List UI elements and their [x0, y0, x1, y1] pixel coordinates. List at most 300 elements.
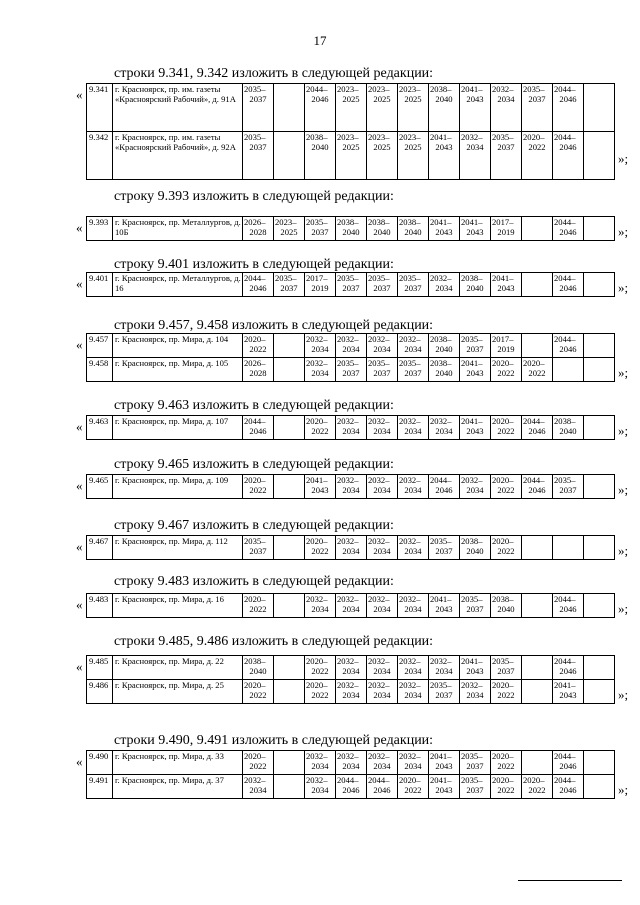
period-cell	[274, 217, 305, 241]
period-year-end: 2043	[435, 604, 453, 615]
period-year-start: 2032–	[399, 475, 421, 485]
period-cell	[460, 656, 491, 680]
period-year-start: 2017–	[492, 334, 514, 344]
period-year-end: 2037	[404, 368, 422, 379]
period-year-start: 2032–	[306, 775, 328, 785]
period-year-start: 2017–	[492, 217, 514, 227]
period-year-start: 2044–	[554, 656, 576, 666]
period-cell	[336, 656, 367, 680]
period-year-end: 2034	[435, 426, 453, 437]
period-cell	[305, 132, 336, 180]
period-year-start: 2041–	[461, 656, 483, 666]
address-cell: г. Красноярск, пр. Мира, д. 109	[113, 475, 243, 499]
period-year-start: 2020–	[492, 475, 514, 485]
period-year-end: 2040	[497, 604, 515, 615]
period-year-end: 2022	[497, 785, 515, 796]
period-cell	[274, 273, 305, 297]
period-year-start: 2035–	[244, 84, 266, 94]
period-year-start: 2032–	[368, 416, 390, 426]
period-cell	[243, 217, 274, 241]
period-year-start: 2032–	[337, 751, 359, 761]
period-year-end: 2037	[559, 485, 577, 496]
address-cell: г. Красноярск, пр. Мира, д. 104	[113, 334, 243, 358]
period-year-start: 2020–	[523, 132, 545, 142]
period-year-end: 2040	[466, 546, 484, 557]
period-year-start: 2023–	[368, 132, 390, 142]
period-year-end: 2022	[497, 761, 515, 772]
period-cell	[274, 536, 305, 560]
close-quote: »;	[618, 543, 629, 558]
period-cell	[460, 84, 491, 132]
period-year-start: 2032–	[337, 475, 359, 485]
period-year-start: 2044–	[430, 475, 452, 485]
empty-cell	[584, 273, 615, 297]
period-cell	[336, 84, 367, 132]
schedule-table	[86, 272, 615, 297]
period-year-start: 2020–	[523, 775, 545, 785]
period-cell	[522, 132, 553, 180]
address-cell: г. Красноярск, пр. Мира, д. 16	[113, 594, 243, 618]
period-year-end: 2022	[311, 546, 329, 557]
period-cell	[460, 751, 491, 775]
close-quote: »;	[618, 151, 629, 166]
period-year-start: 2038–	[399, 217, 421, 227]
period-year-start: 2032–	[399, 751, 421, 761]
period-year-start: 2032–	[337, 680, 359, 690]
period-year-end: 2034	[435, 283, 453, 294]
period-year-start: 2032–	[399, 594, 421, 604]
period-cell	[243, 680, 274, 704]
row-number: 9.491	[87, 775, 113, 799]
period-year-end: 2034	[342, 604, 360, 615]
period-year-end: 2025	[404, 94, 422, 105]
period-year-end: 2025	[342, 94, 360, 105]
period-year-start: 2020–	[492, 536, 514, 546]
period-year-end: 2022	[497, 690, 515, 701]
period-cell	[336, 775, 367, 799]
period-year-end: 2043	[435, 785, 453, 796]
period-cell	[398, 416, 429, 440]
period-year-start: 2020–	[306, 536, 328, 546]
period-year-end: 2034	[311, 368, 329, 379]
row-number: 9.458	[87, 358, 113, 382]
period-year-end: 2037	[404, 283, 422, 294]
period-year-end: 2022	[497, 485, 515, 496]
empty-cell	[584, 775, 615, 799]
period-year-end: 2022	[249, 761, 267, 772]
schedule-table	[86, 750, 615, 799]
period-year-end: 2022	[404, 785, 422, 796]
period-year-start: 2041–	[430, 132, 452, 142]
period-year-start: 2032–	[306, 751, 328, 761]
period-cell	[274, 132, 305, 180]
period-year-start: 2041–	[430, 775, 452, 785]
period-cell	[336, 132, 367, 180]
period-year-start: 2020–	[306, 656, 328, 666]
period-year-end: 2022	[249, 344, 267, 355]
address-cell: г. Красноярск, пр. Мира, д. 112	[113, 536, 243, 560]
period-year-start: 2026–	[244, 217, 266, 227]
period-cell	[522, 273, 553, 297]
address-cell: г. Красноярск, пр. Мира, д. 22	[113, 656, 243, 680]
row-number: 9.393	[87, 217, 113, 241]
empty-cell	[584, 594, 615, 618]
period-cell	[491, 751, 522, 775]
period-year-end: 2040	[435, 368, 453, 379]
period-cell	[336, 358, 367, 382]
period-year-end: 2037	[311, 227, 329, 238]
period-year-start: 2044–	[554, 334, 576, 344]
period-year-end: 2022	[528, 368, 546, 379]
period-year-end: 2037	[466, 785, 484, 796]
period-year-end: 2034	[404, 604, 422, 615]
open-quote: «	[76, 87, 83, 102]
period-cell	[429, 273, 460, 297]
period-year-start: 2032–	[430, 656, 452, 666]
schedule-table	[86, 655, 615, 704]
period-year-start: 2035–	[461, 334, 483, 344]
period-year-start: 2035–	[368, 358, 390, 368]
period-cell	[553, 751, 584, 775]
period-year-end: 2037	[497, 142, 515, 153]
period-year-end: 2046	[249, 283, 267, 294]
period-year-start: 2041–	[461, 217, 483, 227]
address-cell: г. Красноярск, пр. им. газеты «Красноярский Рабочий», д. 92А	[113, 132, 243, 180]
period-year-end: 2046	[559, 785, 577, 796]
address-cell: г. Красноярск, пр. Металлургов, д. 10Б	[113, 217, 243, 241]
period-year-start: 2023–	[337, 84, 359, 94]
period-cell	[553, 475, 584, 499]
period-year-end: 2040	[249, 666, 267, 677]
period-year-end: 2034	[342, 690, 360, 701]
period-year-start: 2017–	[306, 273, 328, 283]
period-cell	[274, 358, 305, 382]
period-year-end: 2046	[249, 426, 267, 437]
period-year-start: 2020–	[492, 775, 514, 785]
period-year-start: 2044–	[306, 84, 328, 94]
period-cell	[491, 594, 522, 618]
period-year-end: 2043	[435, 761, 453, 772]
period-year-end: 2022	[249, 485, 267, 496]
row-number: 9.465	[87, 475, 113, 499]
period-year-start: 2032–	[306, 594, 328, 604]
empty-cell	[584, 751, 615, 775]
period-year-start: 2041–	[430, 594, 452, 604]
period-cell	[398, 656, 429, 680]
period-cell	[274, 751, 305, 775]
row-number: 9.457	[87, 334, 113, 358]
period-cell	[460, 594, 491, 618]
period-year-end: 2022	[311, 690, 329, 701]
address-cell: г. Красноярск, пр. Мира, д. 105	[113, 358, 243, 382]
period-cell	[336, 416, 367, 440]
period-year-end: 2022	[311, 426, 329, 437]
period-cell	[274, 84, 305, 132]
close-quote: »;	[618, 782, 629, 797]
period-year-end: 2034	[311, 344, 329, 355]
period-cell	[522, 656, 553, 680]
table-row	[87, 475, 615, 499]
period-year-start: 2035–	[430, 536, 452, 546]
period-cell	[491, 536, 522, 560]
schedule-table	[86, 474, 615, 499]
table-row	[87, 132, 615, 180]
period-year-start: 2035–	[492, 132, 514, 142]
open-quote: «	[76, 337, 83, 352]
period-cell	[367, 84, 398, 132]
period-cell	[553, 416, 584, 440]
period-year-start: 2038–	[306, 132, 328, 142]
period-cell	[274, 775, 305, 799]
open-quote: «	[76, 276, 83, 291]
period-cell	[243, 132, 274, 180]
period-year-end: 2034	[311, 761, 329, 772]
period-cell	[274, 656, 305, 680]
address-cell: г. Красноярск, пр. Мира, д. 25	[113, 680, 243, 704]
period-cell	[460, 132, 491, 180]
period-cell	[336, 594, 367, 618]
period-year-end: 2037	[249, 142, 267, 153]
period-cell	[522, 217, 553, 241]
period-year-start: 2032–	[492, 84, 514, 94]
period-year-start: 2035–	[275, 273, 297, 283]
period-year-end: 2022	[311, 666, 329, 677]
period-year-end: 2034	[373, 344, 391, 355]
page-number: 17	[313, 33, 327, 48]
period-cell	[367, 775, 398, 799]
period-year-end: 2034	[373, 546, 391, 557]
period-year-start: 2038–	[492, 594, 514, 604]
period-cell	[491, 358, 522, 382]
period-year-end: 2040	[311, 142, 329, 153]
period-cell	[398, 594, 429, 618]
period-cell	[491, 273, 522, 297]
period-year-end: 2043	[466, 227, 484, 238]
period-year-start: 2035–	[554, 475, 576, 485]
period-year-end: 2037	[435, 690, 453, 701]
open-quote: «	[76, 754, 83, 769]
period-year-end: 2043	[497, 283, 515, 294]
period-cell	[429, 656, 460, 680]
period-cell	[398, 680, 429, 704]
period-year-end: 2043	[466, 426, 484, 437]
period-year-start: 2044–	[523, 475, 545, 485]
close-quote: »;	[618, 224, 629, 239]
period-cell	[243, 273, 274, 297]
period-cell	[243, 751, 274, 775]
block-heading: строку 9.393 изложить в следующей редакции:	[114, 189, 394, 204]
open-quote: «	[76, 220, 83, 235]
period-year-end: 2034	[311, 785, 329, 796]
period-year-end: 2040	[466, 283, 484, 294]
period-year-end: 2019	[497, 344, 515, 355]
period-cell	[305, 775, 336, 799]
period-cell	[336, 273, 367, 297]
period-year-end: 2034	[373, 690, 391, 701]
period-cell	[305, 656, 336, 680]
schedule-table	[86, 535, 615, 560]
period-year-start: 2038–	[461, 273, 483, 283]
period-cell	[336, 536, 367, 560]
period-cell	[367, 273, 398, 297]
empty-cell	[584, 84, 615, 132]
period-cell	[367, 475, 398, 499]
table-row	[87, 536, 615, 560]
period-year-start: 2041–	[461, 358, 483, 368]
period-year-end: 2025	[373, 142, 391, 153]
period-cell	[398, 273, 429, 297]
period-year-end: 2043	[466, 666, 484, 677]
period-cell	[336, 751, 367, 775]
period-year-start: 2020–	[492, 751, 514, 761]
period-year-start: 2032–	[337, 594, 359, 604]
period-year-start: 2044–	[554, 217, 576, 227]
empty-cell	[584, 475, 615, 499]
period-cell	[553, 132, 584, 180]
period-year-start: 2032–	[337, 334, 359, 344]
period-cell	[429, 84, 460, 132]
period-year-end: 2034	[249, 785, 267, 796]
period-year-start: 2044–	[337, 775, 359, 785]
empty-cell	[584, 416, 615, 440]
period-cell	[429, 536, 460, 560]
period-year-start: 2032–	[368, 536, 390, 546]
row-number: 9.463	[87, 416, 113, 440]
period-cell	[429, 416, 460, 440]
period-year-end: 2034	[342, 344, 360, 355]
period-year-start: 2044–	[244, 416, 266, 426]
period-cell	[429, 334, 460, 358]
period-cell	[243, 358, 274, 382]
period-cell	[460, 358, 491, 382]
block-heading: строки 9.485, 9.486 изложить в следующей редакции:	[114, 634, 434, 649]
period-year-start: 2020–	[244, 475, 266, 485]
period-year-end: 2037	[435, 546, 453, 557]
period-year-start: 2044–	[554, 132, 576, 142]
row-number: 9.485	[87, 656, 113, 680]
period-cell	[398, 475, 429, 499]
period-cell	[429, 751, 460, 775]
open-quote: «	[76, 478, 83, 493]
period-cell	[243, 475, 274, 499]
period-year-start: 2041–	[430, 751, 452, 761]
period-cell	[491, 775, 522, 799]
period-year-end: 2034	[342, 485, 360, 496]
period-year-end: 2034	[466, 142, 484, 153]
block-heading: строки 9.457, 9.458 изложить в следующей редакции:	[114, 318, 434, 333]
period-year-start: 2023–	[399, 84, 421, 94]
period-cell	[243, 536, 274, 560]
schedule-table	[86, 593, 615, 618]
empty-cell	[584, 680, 615, 704]
open-quote: «	[76, 419, 83, 434]
period-year-start: 2032–	[368, 475, 390, 485]
period-year-start: 2032–	[306, 334, 328, 344]
period-cell	[305, 536, 336, 560]
period-year-start: 2041–	[430, 217, 452, 227]
period-year-end: 2043	[435, 227, 453, 238]
period-year-end: 2046	[342, 785, 360, 796]
period-year-start: 2032–	[399, 680, 421, 690]
period-year-end: 2040	[435, 344, 453, 355]
period-year-end: 2046	[559, 604, 577, 615]
period-cell	[553, 273, 584, 297]
period-year-end: 2046	[559, 227, 577, 238]
period-cell	[460, 680, 491, 704]
period-year-start: 2044–	[554, 273, 576, 283]
period-cell	[553, 680, 584, 704]
period-year-end: 2037	[342, 283, 360, 294]
period-year-end: 2046	[373, 785, 391, 796]
period-cell	[243, 416, 274, 440]
period-year-start: 2020–	[244, 334, 266, 344]
period-cell	[553, 594, 584, 618]
empty-cell	[584, 217, 615, 241]
period-year-start: 2032–	[461, 475, 483, 485]
close-quote: »;	[618, 365, 629, 380]
period-cell	[398, 751, 429, 775]
table-row	[87, 334, 615, 358]
address-cell: г. Красноярск, пр. Мира, д. 33	[113, 751, 243, 775]
period-cell	[553, 358, 584, 382]
period-cell	[460, 273, 491, 297]
period-cell	[398, 536, 429, 560]
period-cell	[243, 84, 274, 132]
close-quote: »;	[618, 601, 629, 616]
empty-cell	[584, 334, 615, 358]
period-year-start: 2035–	[337, 273, 359, 283]
period-cell	[398, 775, 429, 799]
period-year-end: 2037	[466, 604, 484, 615]
table-row	[87, 656, 615, 680]
period-year-start: 2032–	[368, 656, 390, 666]
period-year-start: 2023–	[275, 217, 297, 227]
row-number: 9.483	[87, 594, 113, 618]
period-cell	[367, 132, 398, 180]
address-cell: г. Красноярск, пр. Металлургов, д. 16	[113, 273, 243, 297]
period-year-end: 2034	[466, 690, 484, 701]
empty-cell	[584, 536, 615, 560]
period-cell	[522, 751, 553, 775]
period-year-start: 2038–	[430, 334, 452, 344]
period-cell	[491, 84, 522, 132]
period-year-end: 2040	[373, 227, 391, 238]
period-cell	[522, 536, 553, 560]
period-year-end: 2028	[249, 368, 267, 379]
period-year-start: 2035–	[368, 273, 390, 283]
table-row	[87, 358, 615, 382]
period-cell	[553, 217, 584, 241]
period-cell	[398, 334, 429, 358]
period-year-start: 2038–	[430, 358, 452, 368]
period-year-end: 2034	[311, 604, 329, 615]
period-year-start: 2035–	[337, 358, 359, 368]
period-year-end: 2034	[404, 761, 422, 772]
period-year-end: 2043	[466, 368, 484, 379]
period-cell	[274, 475, 305, 499]
period-cell	[491, 334, 522, 358]
period-year-start: 2020–	[306, 680, 328, 690]
period-year-end: 2046	[559, 344, 577, 355]
address-cell: г. Красноярск, пр. им. газеты «Красноярский Рабочий», д. 91А	[113, 84, 243, 132]
period-year-start: 2032–	[399, 334, 421, 344]
period-cell	[274, 334, 305, 358]
period-cell	[491, 656, 522, 680]
period-cell	[460, 416, 491, 440]
period-year-start: 2044–	[523, 416, 545, 426]
period-year-start: 2041–	[461, 416, 483, 426]
open-quote: «	[76, 659, 83, 674]
